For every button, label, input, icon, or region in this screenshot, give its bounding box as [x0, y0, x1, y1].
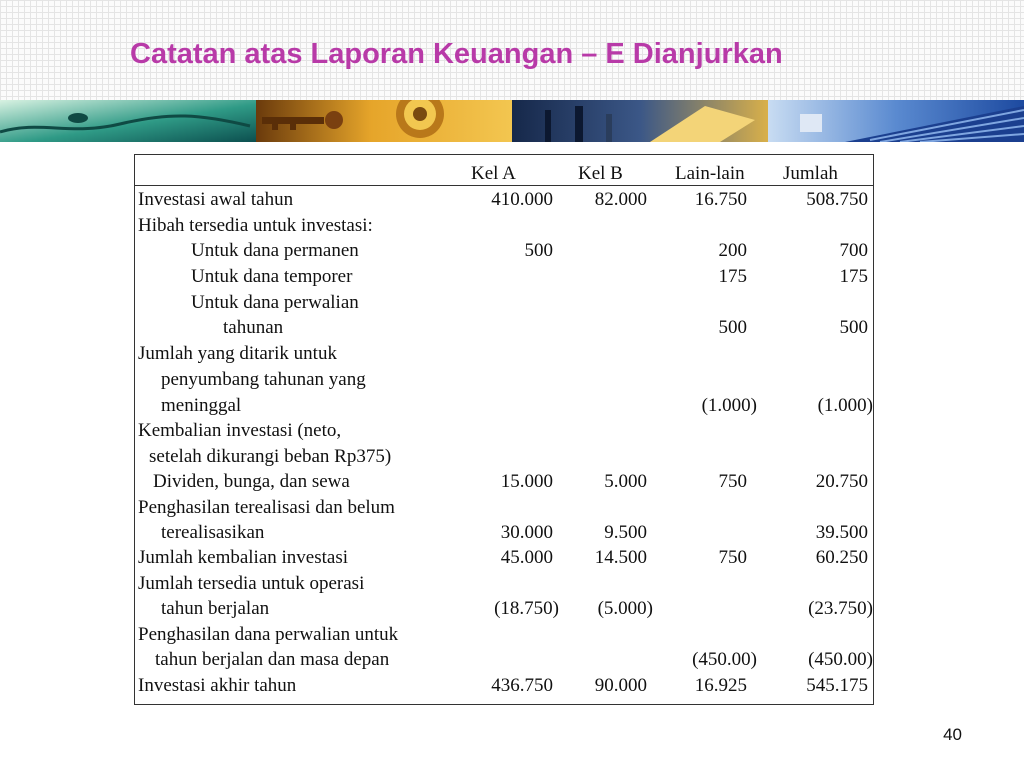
row-label: Penghasilan terealisasi dan belum [138, 497, 395, 518]
cell-jumlah: (450.00) [808, 649, 873, 670]
cell-lain-lain: 200 [718, 240, 747, 261]
cell-kel-b: 82.000 [594, 189, 647, 210]
page-number: 40 [943, 725, 962, 744]
row-label: Investasi awal tahun [138, 189, 294, 210]
cell-jumlah: 39.500 [815, 522, 868, 543]
cell-jumlah: 700 [839, 240, 868, 261]
cell-jumlah: (1.000) [817, 395, 873, 416]
slide-title: Catatan atas Laporan Keuangan – E Dianjurkan [130, 38, 783, 70]
cell-kel-a: 410.000 [491, 189, 553, 210]
cell-jumlah: 60.250 [815, 547, 868, 568]
header-rule [135, 185, 873, 186]
cell-jumlah: (23.750) [808, 598, 873, 619]
cell-lain-lain: (1.000) [701, 395, 757, 416]
row-label-continued: tahun berjalan dan masa depan [155, 649, 390, 670]
cell-kel-a: (18.750) [494, 598, 559, 619]
row-label-continued: Dividen, bunga, dan sewa [153, 471, 350, 492]
row-label: Untuk dana permanen [191, 240, 359, 261]
row-label: Kembalian investasi (neto, [138, 420, 342, 441]
cell-kel-a: 500 [524, 240, 553, 261]
column-header-lain-lain: Lain-lain [675, 163, 745, 184]
row-label: Jumlah yang ditarik untuk [138, 343, 337, 364]
cell-jumlah: 175 [839, 266, 868, 287]
cell-kel-b: 14.500 [594, 547, 647, 568]
row-label-continued: terealisasikan [161, 522, 265, 543]
investment-table [134, 154, 874, 705]
row-label: Hibah tersedia untuk investasi: [138, 215, 373, 236]
cell-kel-a: 45.000 [500, 547, 553, 568]
row-label: Untuk dana temporer [191, 266, 353, 287]
cell-kel-b: (5.000) [597, 598, 653, 619]
row-label-continued: meninggal [161, 395, 242, 416]
cell-kel-b: 5.000 [604, 471, 647, 492]
cell-lain-lain: (450.00) [692, 649, 757, 670]
row-label: Investasi akhir tahun [138, 675, 297, 696]
cell-lain-lain: 16.750 [694, 189, 747, 210]
cell-lain-lain: 175 [718, 266, 747, 287]
cell-jumlah: 500 [839, 317, 868, 338]
cell-lain-lain: 750 [718, 547, 747, 568]
decorative-banner [0, 100, 1024, 142]
cell-lain-lain: 750 [718, 471, 747, 492]
cell-kel-a: 30.000 [500, 522, 553, 543]
row-label: Jumlah tersedia untuk operasi [138, 573, 365, 594]
column-header-kel-b: Kel B [578, 163, 623, 184]
cell-jumlah: 20.750 [815, 471, 868, 492]
row-label: Untuk dana perwalian [191, 292, 359, 313]
row-label: Penghasilan dana perwalian untuk [138, 624, 399, 645]
row-label-continued: tahunan [223, 317, 284, 338]
cell-lain-lain: 16.925 [694, 675, 747, 696]
row-label: Jumlah kembalian investasi [138, 547, 349, 568]
row-label-continued: penyumbang tahunan yang [161, 369, 366, 390]
column-header-jumlah: Jumlah [783, 163, 838, 184]
cell-kel-a: 15.000 [500, 471, 553, 492]
cell-jumlah: 545.175 [806, 675, 868, 696]
row-label-continued: setelah dikurangi beban Rp375) [149, 446, 392, 467]
cell-kel-b: 90.000 [594, 675, 647, 696]
cell-jumlah: 508.750 [806, 189, 868, 210]
column-header-kel-a: Kel A [471, 163, 516, 184]
row-label-continued: tahun berjalan [161, 598, 270, 619]
cell-kel-b: 9.500 [604, 522, 647, 543]
cell-kel-a: 436.750 [491, 675, 553, 696]
cell-lain-lain: 500 [718, 317, 747, 338]
